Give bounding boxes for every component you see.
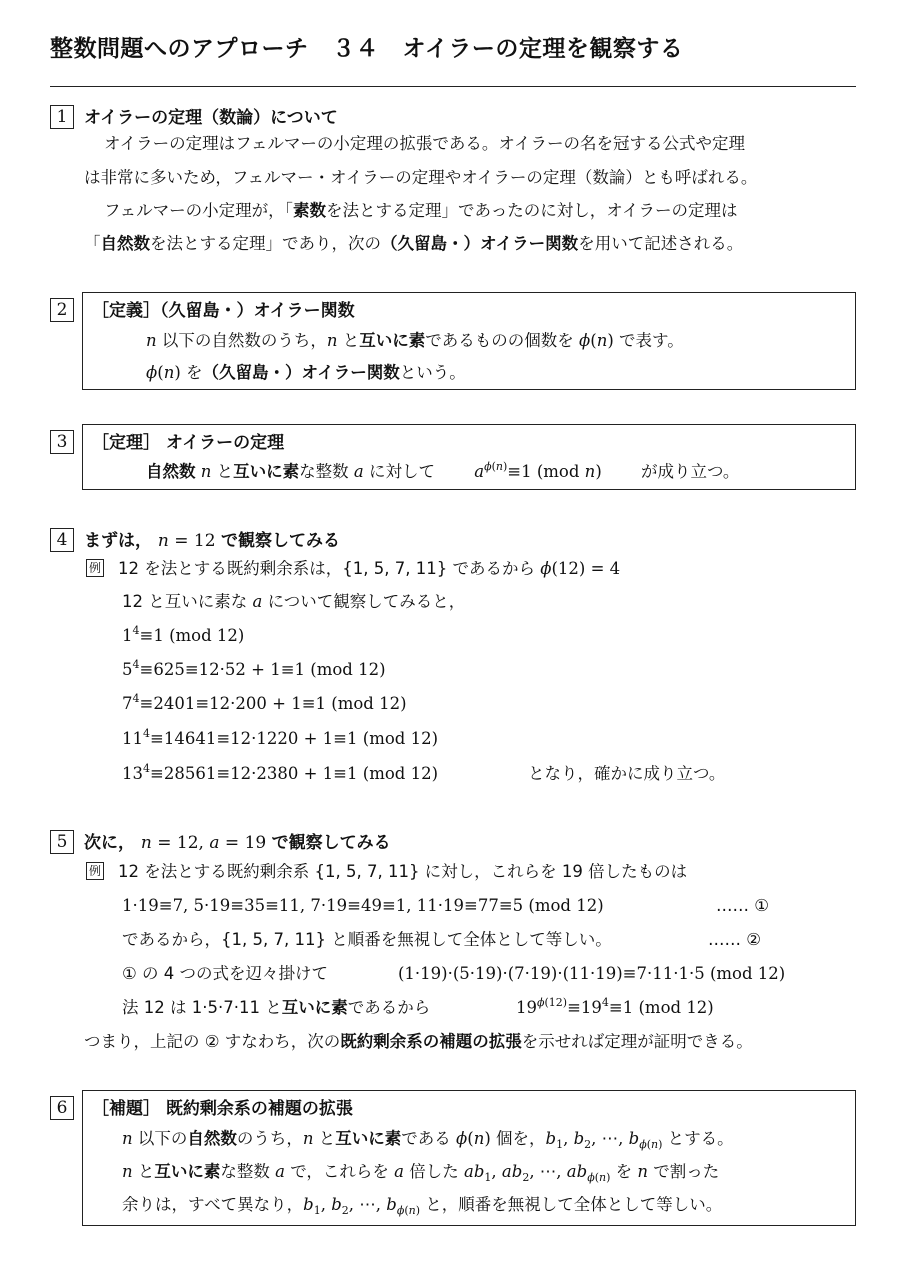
s5-mark-2: …… ② — [708, 930, 762, 949]
definition-line-2: ϕ(n) を（久留島・）オイラー関数という。 — [146, 363, 466, 382]
s4-eq-11: $11^4\equiv 14641\equiv 12\cdot 1220 + 1\equiv 1$ (mod 12) — [122, 727, 439, 748]
s4-example-line-2: 12 と互いに素な a について観察してみると， — [122, 592, 466, 611]
s4-example-line-1: 例 12 を法とする既約剰余系は，{1, 5, 7, 11} であるから ϕ(12) = 4 — [86, 557, 620, 581]
s1-paragraph-2a: フェルマーの小定理が，「素数を法とする定理」であったのに対し，オイラーの定理は — [104, 201, 738, 220]
section-6-number: 6 — [50, 1096, 74, 1120]
s5-equal-sets: であるから，{1, 5, 7, 11} と順番を無視して全体として等しい。 — [122, 930, 612, 949]
section-2-heading: ［定義］（久留島・）オイラー関数 — [92, 301, 355, 321]
s5-products: 1·19≡7, 5·19≡35≡11, 7·19≡49≡1, 11·19≡77≡5 (mod 12) — [122, 896, 604, 915]
page-title: 整数問題へのアプローチ ３４ オイラーの定理を観察する — [50, 36, 684, 62]
definition-line-1: n 以下の自然数のうち，n と互いに素であるものの個数を ϕ(n) で表す。 — [146, 331, 684, 350]
section-4-heading: まずは， n = 12 で観察してみる — [84, 531, 340, 551]
section-6-heading: ［補題］ 既約剰余系の補題の拡張 — [92, 1099, 353, 1119]
section-4-number: 4 — [50, 528, 74, 552]
s5-summary: つまり，上記の ② すなわち，次の既約剰余系の補題の拡張を示せれば定理が証明できる。 — [84, 1032, 753, 1051]
title-divider — [50, 86, 856, 87]
s5-mark-1: …… ① — [716, 896, 770, 915]
section-2-number: 2 — [50, 298, 74, 322]
section-1-heading: オイラーの定理（数論）について — [84, 108, 338, 128]
s4-eq-13: $13^4\equiv 28561\equiv 12\cdot 2380 + 1\equiv 1$ (mod 12) — [122, 762, 439, 783]
lemma-line-2: n と互いに素な整数 a で，これらを a 倍した $ab_1$, $ab_2$, ⋯, $ab_{\phi(n)}$ を n で割った — [122, 1162, 720, 1184]
s4-eq-7: $7^4\equiv 2401\equiv 12\cdot 200 + 1\equiv 1$ (mod 12) — [122, 692, 407, 713]
s5-coprime-line: 法 12 は 1·5·7·11 と互いに素であるから — [122, 998, 431, 1017]
section-1-number: 1 — [50, 105, 74, 129]
section-3-heading: ［定理］ オイラーの定理 — [92, 433, 285, 453]
s5-multiply-line: ① の 4 つの式を辺々掛けて — [122, 964, 329, 983]
s1-paragraph-2b: 「自然数を法とする定理」であり，次の（久留島・）オイラー関数を用いて記述される。 — [84, 234, 744, 253]
s5-example-line-1: 例 12 を法とする既約剰余系 {1, 5, 7, 11} に対し，これらを 19 倍したものは — [86, 860, 687, 884]
theorem-statement: 自然数 n と互いに素な整数 a に対して $a^{\phi(n)}\equiv 1$ (mod n) が成り立つ。 — [146, 460, 740, 481]
section-3-number: 3 — [50, 430, 74, 454]
s4-eq-5: $5^4\equiv 625\equiv 12\cdot 52 + 1\equiv 1$ (mod 12) — [122, 658, 386, 679]
s1-paragraph-1a: オイラーの定理はフェルマーの小定理の拡張である。オイラーの名を冠する公式や定理 — [104, 134, 746, 153]
section-5-heading: 次に， n = 12, a = 19 で観察してみる — [84, 833, 391, 853]
s4-conclusion: となり，確かに成り立つ。 — [528, 764, 726, 783]
lemma-line-3: 余りは，すべて異なり，$b_1$, $b_2$, ⋯, $b_{\phi(n)}$ と，順番を無視して全体として等しい。 — [122, 1195, 723, 1217]
s4-eq-1: $1^4\equiv 1$ (mod 12) — [122, 624, 245, 645]
s5-result: $19^{\phi(12)}\equiv 19^4\equiv 1$ (mod 12) — [516, 996, 714, 1017]
s5-multiply-equation: (1·19)·(5·19)·(7·19)·(11·19)≡7·11·1·5 (mod 12) — [398, 964, 786, 983]
s1-paragraph-1b: は非常に多いため，フェルマー・オイラーの定理やオイラーの定理（数論）とも呼ばれる。 — [84, 168, 758, 187]
lemma-line-1: n 以下の自然数のうち，n と互いに素である ϕ(n) 個を，$b_1$, $b_2$, ⋯, $b_{\phi(n)}$ とする。 — [122, 1129, 734, 1151]
section-5-number: 5 — [50, 830, 74, 854]
